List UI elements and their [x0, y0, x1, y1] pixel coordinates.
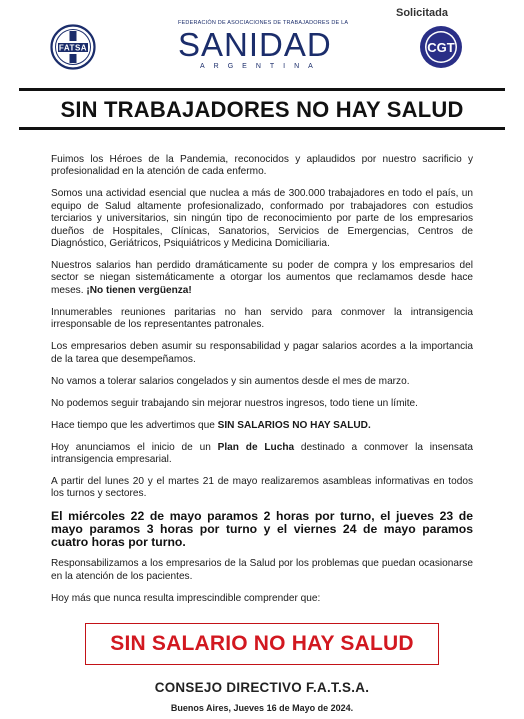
signature: CONSEJO DIRECTIVO F.A.T.S.A.: [154, 680, 370, 695]
slogan-banner: [85, 623, 439, 665]
slogan-text: SIN SALARIO NO HAY SALUD: [110, 632, 414, 655]
solicitada-label: Solicitada: [396, 7, 448, 19]
paragraph-2: Somos una actividad esencial que nuclea a más de 300.000 trabajadores en todo el país, un equipo de Salud altamente profesionalizado, conformado por trabajadores con estudios terciarios y universitarios, sin ningún tipo de reconocimiento por parte de los empresarios dueños de Hospitales, Clínicas, Sanatorios, Servicios de Emergencias, Centros de Diagnóstico, Geriátricos, Psiquiátricos y Medicina Domiciliaria.: [51, 188, 473, 250]
fatsa-logo-icon: [50, 24, 96, 70]
paragraph-1: Fuimos los Héroes de la Pandemia, reconocidos y aplaudidos por nuestro sacrificio y profesionalidad en la atención de cada enfermo.: [51, 154, 473, 178]
fatsa-logo-text: FATSA: [58, 43, 88, 53]
cgt-logo-text: CGT: [427, 40, 455, 55]
paragraph-9-emphasis: Plan de Lucha: [217, 441, 295, 453]
org-country: ARGENTINA: [200, 63, 322, 70]
paragraph-5: Los empresarios deben asumir su responsabilidad y pagar salarios acordes a la importancia de la tarea que desempeñamos.: [51, 341, 473, 365]
page-title: SIN TRABAJADORES NO HAY SALUD: [60, 97, 464, 122]
title-rule-top: [19, 88, 505, 91]
paragraph-9-text-b: destinado a conmover la insensata intransigencia empresarial.: [51, 441, 473, 466]
date-line: Buenos Aires, Jueves 16 de Mayo de 2024.: [170, 703, 354, 713]
paragraph-9-text-a: Hoy anunciamos el inicio de un: [51, 441, 218, 453]
paragraph-3-text: Nuestros salarios han perdido dramáticamente su poder de compra y los empresarios del sector se niegan sistemáticamente a otorgar los aumentos que reclamamos desde hace meses.: [51, 260, 473, 296]
header: [0, 0, 524, 82]
title-rule-bottom: [19, 127, 505, 130]
cgt-logo-icon: [419, 25, 463, 69]
paragraph-6: No vamos a tolerar salarios congelados y sin aumentos desde el mes de marzo.: [51, 375, 410, 387]
paragraph-9: [51, 442, 473, 467]
org-name: SANIDAD: [178, 26, 332, 63]
org-subtitle: FEDERACIÓN DE ASOCIACIONES DE TRABAJADORES DE LA: [178, 20, 349, 26]
statement-body: [51, 154, 473, 615]
paragraph-3: [51, 260, 473, 297]
paragraph-8-text: Hace tiempo que les advertimos que: [51, 419, 218, 431]
paragraph-8: [51, 420, 473, 432]
paragraph-3-emphasis: ¡No tienen vergüenza!: [86, 284, 192, 296]
paragraph-7: No podemos seguir trabajando sin mejorar nuestros ingresos, todo tiene un límite.: [51, 397, 418, 409]
strike-schedule: El miércoles 22 de mayo paramos 2 horas por turno, el jueves 23 de mayo paramos 3 horas por turno y el viernes 24 de mayo paramos cuatro horas por turno.: [51, 509, 473, 550]
paragraph-10: A partir del lunes 20 y el martes 21 de mayo realizaremos asambleas informativas en todos los turnos y sectores.: [51, 476, 473, 500]
paragraph-12: Responsabilizamos a los empresarios de la Salud por los problemas que puedan ocasionarse en la atención de los pacientes.: [51, 558, 473, 582]
paragraph-13: Hoy más que nunca resulta imprescindible comprender que:: [51, 592, 321, 604]
paragraph-8-emphasis: SIN SALARIOS NO HAY SALUD.: [217, 419, 371, 431]
paragraph-4: Innumerables reuniones paritarias no han servido para conmover la intransigencia irresponsable de los representantes patronales.: [51, 306, 473, 331]
